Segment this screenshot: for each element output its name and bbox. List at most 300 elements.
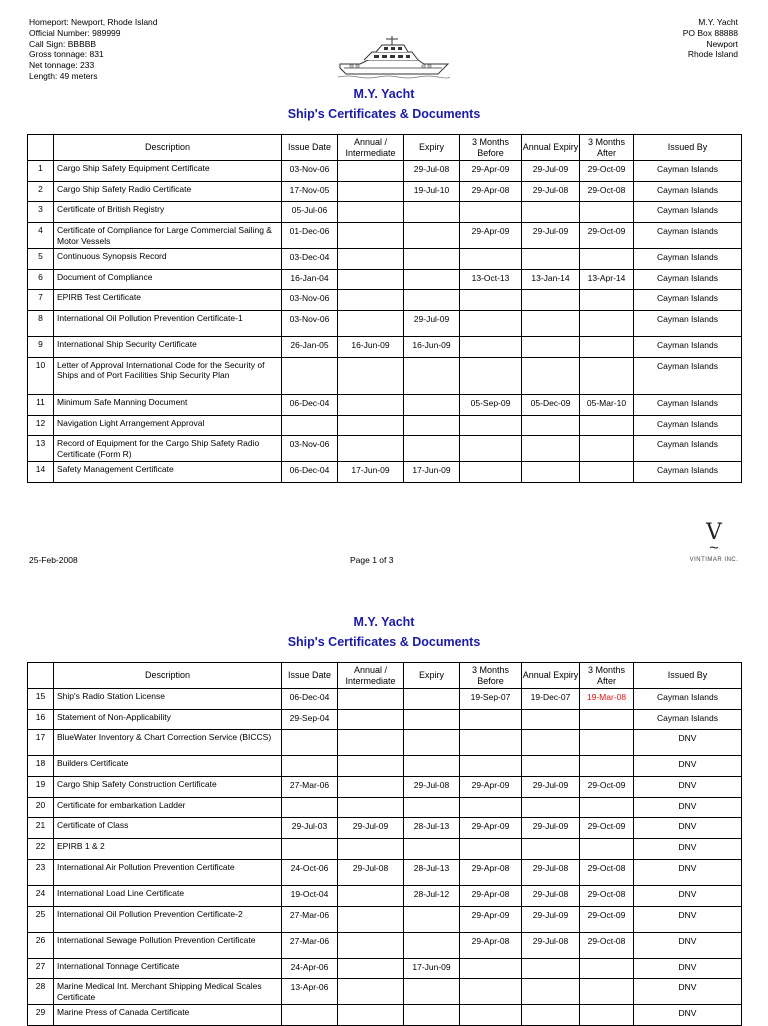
col-header-issue-date: Issue Date — [282, 663, 338, 689]
col-header-issue-date: Issue Date — [282, 135, 338, 161]
cell-annual-intermediate — [338, 932, 404, 958]
table-row — [28, 462, 742, 483]
cell-description: International Air Pollution Prevention Certificate — [54, 859, 282, 885]
cell-issue-date — [282, 797, 338, 818]
table-row — [28, 777, 742, 798]
cell-annual-expiry — [522, 730, 580, 756]
cell-issue-date: 24-Apr-06 — [282, 958, 338, 979]
owner-name: M.Y. Yacht — [698, 17, 738, 27]
gross-tonnage-line: Gross tonnage: 831 — [29, 49, 104, 60]
col-header-3-months-before: 3 Months Before — [460, 663, 522, 689]
cell-annual-intermediate — [338, 979, 404, 1005]
cell-expiry: 29-Jul-08 — [404, 161, 460, 182]
cell-3-months-after: 29-Oct-09 — [580, 161, 634, 182]
state: Rhode Island — [687, 49, 738, 60]
cell-row-number: 27 — [28, 958, 54, 979]
cell-issue-date: 27-Mar-06 — [282, 906, 338, 932]
cell-3-months-after — [580, 436, 634, 462]
cell-description: Cargo Ship Safety Equipment Certificate — [54, 161, 282, 182]
cell-annual-intermediate — [338, 1005, 404, 1026]
cell-description: Cargo Ship Safety Construction Certificate — [54, 777, 282, 798]
page1-title: M.Y. Yacht — [353, 87, 415, 101]
cell-3-months-before — [460, 202, 522, 223]
table-row — [28, 730, 742, 756]
logo-wave-icon: ~ — [709, 540, 719, 557]
page2-subtitle: Ship's Certificates & Documents — [287, 635, 481, 649]
table-row — [28, 932, 742, 958]
cell-issue-date: 13-Apr-06 — [282, 979, 338, 1005]
cell-description: BlueWater Inventory & Chart Correction Service (BICCS) — [54, 730, 282, 756]
cell-row-number: 13 — [28, 436, 54, 462]
cell-issued-by: Cayman Islands — [634, 462, 742, 483]
cell-annual-expiry — [522, 709, 580, 730]
cell-3-months-before — [460, 979, 522, 1005]
cell-3-months-before: 29-Apr-09 — [460, 818, 522, 839]
cell-row-number: 25 — [28, 906, 54, 932]
cell-3-months-before — [460, 756, 522, 777]
cell-3-months-before — [460, 797, 522, 818]
cell-annual-expiry — [522, 797, 580, 818]
cell-annual-intermediate — [338, 689, 404, 710]
table-row — [28, 839, 742, 860]
cell-annual-intermediate — [338, 311, 404, 337]
cell-issue-date: 19-Oct-04 — [282, 885, 338, 906]
table-row — [28, 818, 742, 839]
cell-3-months-after — [580, 979, 634, 1005]
cell-3-months-before — [460, 415, 522, 436]
cell-3-months-after: 29-Oct-09 — [580, 818, 634, 839]
cell-3-months-after — [580, 290, 634, 311]
col-header-expiry: Expiry — [404, 663, 460, 689]
cell-expiry — [404, 249, 460, 270]
table-row — [28, 709, 742, 730]
cell-expiry — [404, 1005, 460, 1026]
cell-issued-by: Cayman Islands — [634, 394, 742, 415]
cell-description: Certificate for embarkation Ladder — [54, 797, 282, 818]
cell-issue-date: 05-Jul-06 — [282, 202, 338, 223]
cell-3-months-after: 13-Apr-14 — [580, 269, 634, 290]
cell-description: Document of Compliance — [54, 269, 282, 290]
col-header-annual-expiry: Annual Expiry — [522, 663, 580, 689]
cell-description: International Load Line Certificate — [54, 885, 282, 906]
cell-issued-by: DNV — [634, 906, 742, 932]
vessel-info — [29, 17, 158, 82]
footer-date: 25-Feb-2008 — [29, 555, 78, 565]
col-header-3-months-after: 3 Months After — [580, 135, 634, 161]
cell-row-number: 2 — [28, 181, 54, 202]
table-row — [28, 311, 742, 337]
cell-3-months-after — [580, 357, 634, 394]
cell-annual-expiry: 29-Jul-09 — [522, 777, 580, 798]
cell-description: EPIRB Test Certificate — [54, 290, 282, 311]
cell-3-months-before: 13-Oct-13 — [460, 269, 522, 290]
cell-issued-by: Cayman Islands — [634, 357, 742, 394]
cell-3-months-after — [580, 249, 634, 270]
yacht-illustration — [338, 34, 450, 80]
cell-annual-intermediate — [338, 181, 404, 202]
cell-annual-intermediate — [338, 249, 404, 270]
table-row — [28, 1005, 742, 1026]
cell-annual-expiry — [522, 249, 580, 270]
cell-issued-by: Cayman Islands — [634, 689, 742, 710]
col-header-3-months-before: 3 Months Before — [460, 135, 522, 161]
cell-annual-intermediate — [338, 885, 404, 906]
cell-row-number: 12 — [28, 415, 54, 436]
cell-issued-by: Cayman Islands — [634, 202, 742, 223]
cell-expiry: 17-Jun-09 — [404, 958, 460, 979]
table-row — [28, 797, 742, 818]
cell-issued-by: Cayman Islands — [634, 436, 742, 462]
cell-3-months-after — [580, 839, 634, 860]
cell-annual-expiry: 29-Jul-09 — [522, 906, 580, 932]
col-header-annual-intermediate: Annual / Intermediate — [338, 663, 404, 689]
cell-row-number: 14 — [28, 462, 54, 483]
cell-annual-intermediate — [338, 161, 404, 182]
cell-annual-expiry: 13-Jan-14 — [522, 269, 580, 290]
cell-3-months-before: 29-Apr-09 — [460, 906, 522, 932]
homeport-line: Homeport: Newport, Rhode Island — [29, 17, 158, 27]
cell-3-months-after: 29-Oct-09 — [580, 223, 634, 249]
cell-row-number: 10 — [28, 357, 54, 394]
cell-description: Certificate of Compliance for Large Commercial Sailing & Motor Vessels — [54, 223, 282, 249]
table-row — [28, 269, 742, 290]
cell-row-number: 6 — [28, 269, 54, 290]
cell-issue-date: 01-Dec-06 — [282, 223, 338, 249]
col-header-issued-by: Issued By — [634, 663, 742, 689]
cell-issue-date: 26-Jan-05 — [282, 337, 338, 358]
cell-3-months-after — [580, 337, 634, 358]
cell-annual-expiry — [522, 1005, 580, 1026]
cell-annual-expiry — [522, 311, 580, 337]
cell-row-number: 22 — [28, 839, 54, 860]
official-number-line: Official Number: 989999 — [29, 27, 121, 38]
cell-3-months-after: 29-Oct-08 — [580, 932, 634, 958]
col-header-description: Description — [54, 663, 282, 689]
col-header-description: Description — [54, 135, 282, 161]
cell-annual-expiry: 29-Jul-08 — [522, 181, 580, 202]
cell-description: Marine Press of Canada Certificate — [54, 1005, 282, 1026]
cell-row-number: 29 — [28, 1005, 54, 1026]
cell-3-months-after — [580, 756, 634, 777]
table-row — [28, 436, 742, 462]
cell-annual-intermediate — [338, 839, 404, 860]
certificates-table-page1 — [27, 134, 742, 483]
cell-3-months-before: 29-Apr-08 — [460, 932, 522, 958]
cell-expiry — [404, 415, 460, 436]
cell-3-months-after: 29-Oct-09 — [580, 906, 634, 932]
cell-3-months-before: 05-Sep-09 — [460, 394, 522, 415]
cell-annual-intermediate — [338, 357, 404, 394]
cell-3-months-before: 29-Apr-08 — [460, 859, 522, 885]
cell-annual-intermediate — [338, 777, 404, 798]
table-row — [28, 249, 742, 270]
cell-description: Safety Management Certificate — [54, 462, 282, 483]
cell-row-number: 20 — [28, 797, 54, 818]
cell-expiry: 29-Jul-09 — [404, 311, 460, 337]
cell-row-number: 24 — [28, 885, 54, 906]
cell-annual-intermediate — [338, 269, 404, 290]
cell-3-months-after: 29-Oct-08 — [580, 885, 634, 906]
cell-3-months-before — [460, 958, 522, 979]
cell-3-months-before — [460, 290, 522, 311]
col-header-issued-by: Issued By — [634, 135, 742, 161]
cell-3-months-before: 29-Apr-08 — [460, 181, 522, 202]
cell-issued-by: DNV — [634, 839, 742, 860]
cell-row-number: 19 — [28, 777, 54, 798]
cell-expiry — [404, 223, 460, 249]
cell-annual-expiry — [522, 756, 580, 777]
cell-row-number: 11 — [28, 394, 54, 415]
cell-3-months-after: 29-Oct-08 — [580, 181, 634, 202]
po-box: PO Box 88888 — [682, 27, 738, 38]
cell-issued-by: Cayman Islands — [634, 415, 742, 436]
cell-issued-by: Cayman Islands — [634, 181, 742, 202]
cell-annual-expiry: 05-Dec-09 — [522, 394, 580, 415]
cell-issued-by: DNV — [634, 1005, 742, 1026]
cell-annual-expiry — [522, 415, 580, 436]
cell-expiry — [404, 797, 460, 818]
cell-annual-expiry: 29-Jul-09 — [522, 223, 580, 249]
cell-row-number: 21 — [28, 818, 54, 839]
cell-annual-intermediate — [338, 730, 404, 756]
cell-annual-intermediate — [338, 906, 404, 932]
table-row — [28, 223, 742, 249]
length-line: Length: 49 meters — [29, 70, 98, 81]
cell-issue-date: 03-Nov-06 — [282, 161, 338, 182]
cell-issue-date: 27-Mar-06 — [282, 932, 338, 958]
cell-issue-date: 29-Sep-04 — [282, 709, 338, 730]
cell-3-months-before: 29-Apr-09 — [460, 161, 522, 182]
cell-issued-by: Cayman Islands — [634, 223, 742, 249]
cell-issued-by: Cayman Islands — [634, 311, 742, 337]
table-header-row — [28, 135, 742, 161]
cell-issue-date — [282, 1005, 338, 1026]
cell-issue-date: 03-Nov-06 — [282, 311, 338, 337]
cell-annual-intermediate — [338, 797, 404, 818]
table-row — [28, 885, 742, 906]
cell-issued-by: DNV — [634, 859, 742, 885]
cell-issue-date: 06-Dec-04 — [282, 394, 338, 415]
cell-annual-expiry — [522, 958, 580, 979]
cell-3-months-before — [460, 462, 522, 483]
logo-v-mark: V — [706, 520, 722, 545]
table-row — [28, 756, 742, 777]
page2-title: M.Y. Yacht — [353, 615, 415, 629]
cell-annual-intermediate — [338, 290, 404, 311]
city: Newport — [706, 38, 738, 49]
page1-subtitle: Ship's Certificates & Documents — [287, 107, 481, 121]
cell-3-months-before — [460, 249, 522, 270]
cell-row-number: 4 — [28, 223, 54, 249]
cell-description: Marine Medical Int. Merchant Shipping Medical Scales Certificate — [54, 979, 282, 1005]
cell-issue-date — [282, 756, 338, 777]
cell-annual-expiry: 29-Jul-08 — [522, 885, 580, 906]
net-tonnage-line: Net tonnage: 233 — [29, 60, 95, 71]
cell-3-months-after — [580, 797, 634, 818]
cell-issue-date: 29-Jul-03 — [282, 818, 338, 839]
cell-description: International Oil Pollution Prevention Certificate-2 — [54, 906, 282, 932]
cell-expiry — [404, 932, 460, 958]
cell-row-number: 7 — [28, 290, 54, 311]
cell-description: Continuous Synopsis Record — [54, 249, 282, 270]
cell-3-months-after: 29-Oct-09 — [580, 777, 634, 798]
table-row — [28, 202, 742, 223]
cell-annual-intermediate — [338, 958, 404, 979]
cell-annual-intermediate — [338, 202, 404, 223]
cell-3-months-before — [460, 839, 522, 860]
cell-3-months-after: 05-Mar-10 — [580, 394, 634, 415]
cell-expiry — [404, 839, 460, 860]
cell-annual-expiry — [522, 202, 580, 223]
cell-3-months-before: 19-Sep-07 — [460, 689, 522, 710]
col-header-number — [28, 663, 54, 689]
cell-expiry — [404, 709, 460, 730]
cell-annual-expiry — [522, 436, 580, 462]
cell-issued-by: DNV — [634, 797, 742, 818]
cell-3-months-after — [580, 415, 634, 436]
table-row — [28, 181, 742, 202]
cell-expiry — [404, 202, 460, 223]
cell-3-months-after — [580, 958, 634, 979]
cell-issue-date — [282, 357, 338, 394]
cell-row-number: 17 — [28, 730, 54, 756]
cell-issue-date: 24-Oct-06 — [282, 859, 338, 885]
table-row — [28, 906, 742, 932]
cell-expiry — [404, 436, 460, 462]
cell-issue-date: 03-Dec-04 — [282, 249, 338, 270]
cell-expiry: 28-Jul-13 — [404, 859, 460, 885]
cell-row-number: 26 — [28, 932, 54, 958]
cell-issued-by: DNV — [634, 932, 742, 958]
cell-3-months-after: 19-Mar-08 — [580, 689, 634, 710]
cell-3-months-before — [460, 337, 522, 358]
cell-issue-date — [282, 415, 338, 436]
cell-issue-date: 27-Mar-06 — [282, 777, 338, 798]
owner-address — [683, 17, 738, 60]
cell-issued-by: Cayman Islands — [634, 249, 742, 270]
cell-annual-expiry — [522, 290, 580, 311]
cell-3-months-before — [460, 1005, 522, 1026]
cell-annual-intermediate: 29-Jul-09 — [338, 818, 404, 839]
cell-3-months-before — [460, 730, 522, 756]
cell-description: Statement of Non-Applicability — [54, 709, 282, 730]
cell-3-months-before — [460, 357, 522, 394]
table-row — [28, 979, 742, 1005]
table-row — [28, 357, 742, 394]
cell-3-months-before: 29-Apr-09 — [460, 777, 522, 798]
cell-description: Cargo Ship Safety Radio Certificate — [54, 181, 282, 202]
cell-annual-expiry — [522, 979, 580, 1005]
cell-description: Navigation Light Arrangement Approval — [54, 415, 282, 436]
cell-description: Record of Equipment for the Cargo Ship Safety Radio Certificate (Form R) — [54, 436, 282, 462]
cell-expiry: 28-Jul-12 — [404, 885, 460, 906]
cell-expiry: 29-Jul-08 — [404, 777, 460, 798]
cell-annual-intermediate: 17-Jun-09 — [338, 462, 404, 483]
cell-description: Builders Certificate — [54, 756, 282, 777]
cell-3-months-before — [460, 436, 522, 462]
cell-3-months-after — [580, 730, 634, 756]
cell-annual-intermediate — [338, 415, 404, 436]
col-header-annual-expiry: Annual Expiry — [522, 135, 580, 161]
footer-page-number: Page 1 of 3 — [350, 555, 394, 565]
vintimar-logo — [684, 522, 744, 568]
cell-expiry — [404, 689, 460, 710]
cell-description: Ship's Radio Station License — [54, 689, 282, 710]
cell-issued-by: DNV — [634, 777, 742, 798]
cell-issue-date — [282, 730, 338, 756]
cell-annual-intermediate — [338, 223, 404, 249]
cell-annual-expiry: 29-Jul-08 — [522, 859, 580, 885]
cell-issued-by: DNV — [634, 958, 742, 979]
col-header-number — [28, 135, 54, 161]
cell-issued-by: DNV — [634, 756, 742, 777]
cell-annual-expiry — [522, 337, 580, 358]
cell-3-months-after: 29-Oct-08 — [580, 859, 634, 885]
call-sign-line: Call Sign: BBBBB — [29, 38, 97, 49]
col-header-expiry: Expiry — [404, 135, 460, 161]
cell-issued-by: DNV — [634, 818, 742, 839]
cell-annual-expiry — [522, 839, 580, 860]
cell-expiry — [404, 730, 460, 756]
cell-row-number: 16 — [28, 709, 54, 730]
cell-issued-by: Cayman Islands — [634, 290, 742, 311]
cell-issued-by: Cayman Islands — [634, 269, 742, 290]
cell-row-number: 9 — [28, 337, 54, 358]
cell-annual-intermediate — [338, 756, 404, 777]
cell-row-number: 1 — [28, 161, 54, 182]
cell-annual-expiry: 19-Dec-07 — [522, 689, 580, 710]
cell-issued-by: Cayman Islands — [634, 337, 742, 358]
cell-row-number: 28 — [28, 979, 54, 1005]
cell-annual-expiry: 29-Jul-09 — [522, 818, 580, 839]
cell-3-months-before — [460, 709, 522, 730]
cell-annual-expiry: 29-Jul-09 — [522, 161, 580, 182]
cell-issued-by: DNV — [634, 885, 742, 906]
cell-3-months-before — [460, 311, 522, 337]
cell-issue-date — [282, 839, 338, 860]
cell-annual-intermediate — [338, 436, 404, 462]
cell-expiry: 19-Jul-10 — [404, 181, 460, 202]
cell-issue-date: 06-Dec-04 — [282, 689, 338, 710]
cell-expiry: 28-Jul-13 — [404, 818, 460, 839]
cell-expiry — [404, 906, 460, 932]
cell-description: Minimum Safe Manning Document — [54, 394, 282, 415]
table-row — [28, 958, 742, 979]
cell-row-number: 8 — [28, 311, 54, 337]
cell-annual-intermediate: 29-Jul-08 — [338, 859, 404, 885]
table-row — [28, 290, 742, 311]
logo-text: VINTIMAR INC. — [689, 557, 739, 563]
table-row — [28, 161, 742, 182]
cell-description: Letter of Approval International Code for the Security of Ships and of Port Facilities Ship Security Plan — [54, 357, 282, 394]
cell-row-number: 5 — [28, 249, 54, 270]
cell-issue-date: 17-Nov-05 — [282, 181, 338, 202]
cell-3-months-after — [580, 462, 634, 483]
cell-row-number: 18 — [28, 756, 54, 777]
cell-3-months-after — [580, 311, 634, 337]
cell-annual-expiry — [522, 462, 580, 483]
cell-3-months-after — [580, 709, 634, 730]
cell-annual-expiry — [522, 357, 580, 394]
cell-issued-by: DNV — [634, 730, 742, 756]
col-header-annual-intermediate: Annual / Intermediate — [338, 135, 404, 161]
table-row — [28, 337, 742, 358]
table-header-row — [28, 663, 742, 689]
cell-expiry — [404, 269, 460, 290]
cell-description: International Tonnage Certificate — [54, 958, 282, 979]
cell-issue-date: 03-Nov-06 — [282, 436, 338, 462]
certificates-table-page2 — [27, 662, 742, 1026]
